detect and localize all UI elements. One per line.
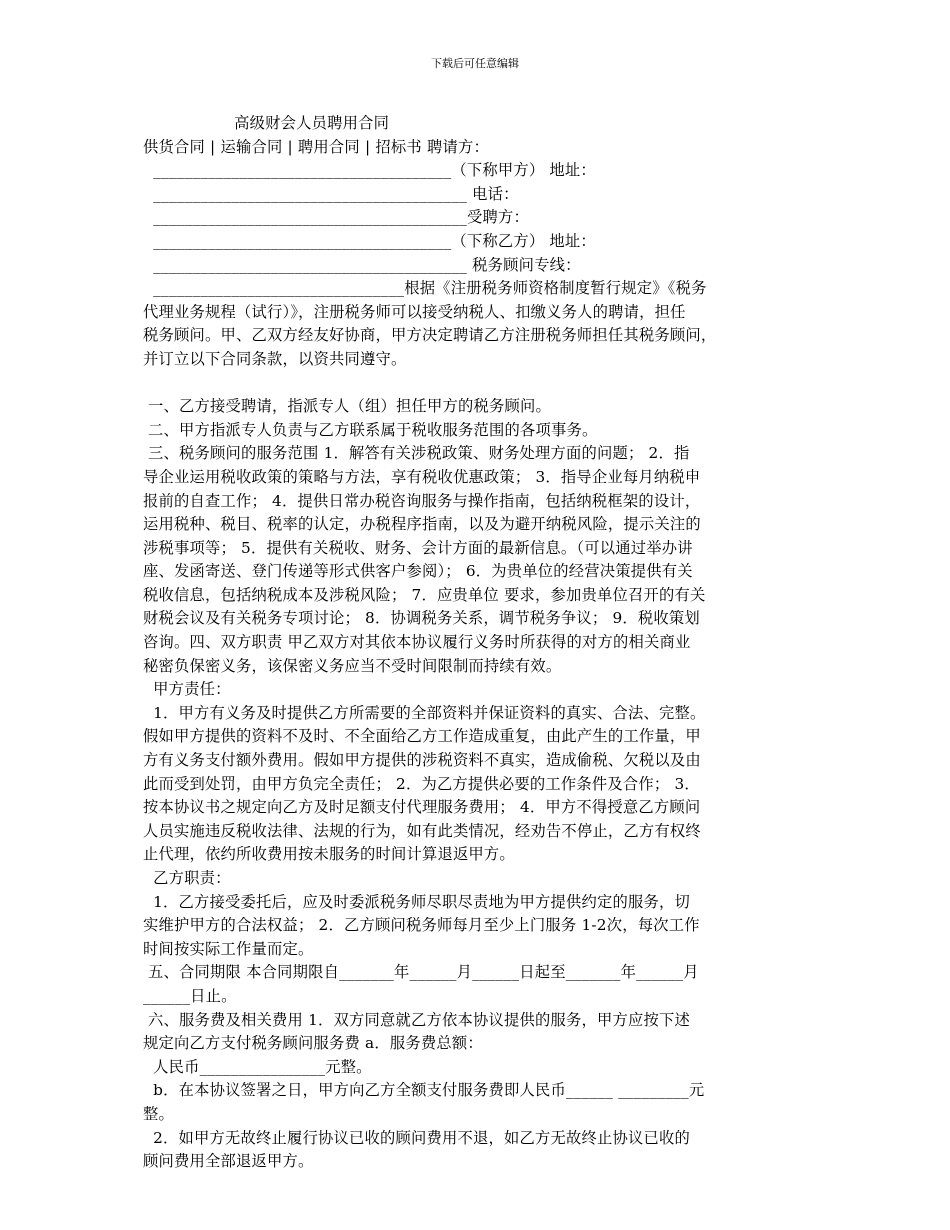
- text-line: 人员实施违反税收法律、法规的行为，如有此类情况，经劝告不停止，乙方有权终: [143, 821, 701, 840]
- text-line: 止代理，依约所收费用按未服务的时间计算退返甲方。: [143, 845, 515, 864]
- text-line: 二、甲方指派专人负责与乙方联系属于税收服务范围的各项事务。: [143, 420, 598, 439]
- text-line: 甲方责任：: [143, 680, 231, 699]
- text-line: 秘密负保密义务，该保密义务应当不受时间限制而持续有效。: [143, 656, 562, 675]
- text-line: ______日止。: [143, 986, 237, 1005]
- text-line: 税收信息，包括纳税成本及涉税风险； 7．应贵单位 要求，参加贵单位召开的有关: [143, 585, 706, 604]
- text-line: 整。: [143, 1104, 174, 1123]
- text-line: 方有义务支付额外费用。假如甲方提供的涉税资料不真实，造成偷税、欠税以及由: [143, 751, 701, 770]
- text-line: 三、税务顾问的服务范围 1．解答有关涉税政策、财务处理方面的问题； 2．指: [143, 444, 690, 463]
- document-title: 高级财会人员聘用合同: [143, 114, 390, 132]
- text-line: 人民币________________元整。: [143, 1057, 372, 1076]
- text-line: 六、服务费及相关费用 1．双方同意就乙方依本协议提供的服务，甲方应按下述: [143, 1010, 690, 1029]
- text-line: 1．乙方接受委托后，应及时委派税务师尽职尽责地为甲方提供约定的服务，切: [143, 892, 690, 911]
- text-line: 顾问费用全部退返甲方。: [143, 1152, 314, 1171]
- text-line: 乙方职责：: [143, 869, 231, 887]
- blank-line: [143, 372, 823, 396]
- contract-body: [143, 112, 823, 1174]
- text-line: 并订立以下合同条款，以资共同遵守。: [143, 349, 407, 368]
- text-line: 报前的自查工作； 4．提供日常办税咨询服务与操作指南，包括纳税框架的设计，: [143, 491, 701, 510]
- text-line: 2．如甲方无故终止履行协议已收的顾问费用不退，如乙方无故终止协议已收的: [143, 1128, 690, 1147]
- text-line: ________________________________根据《注册税务师资格制度暂行规定》《税务: [143, 279, 707, 298]
- text-line: 座、发函寄送、登门传递等形式供客户参阅）； 6．为贵单位的经营决策提供有关: [143, 562, 693, 581]
- page-header-note: 下载后可任意编辑: [431, 57, 519, 70]
- text-line: ________________________________________ 税务顾问专线：: [143, 255, 581, 274]
- text-line: 财税会议及有关税务专项讨论； 8．协调税务关系，调节税务争议； 9．税收策划: [143, 609, 700, 628]
- text-line: 代理业务规程（试行）》，注册税务师可以接受纳税人、扣缴义务人的聘请，担任: [143, 302, 686, 321]
- text-line: 导企业运用税收政策的策略与方法，享有税收优惠政策； 3．指导企业每月纳税申: [143, 467, 701, 486]
- text-line: 涉税事项等； 5．提供有关税收、财务、会计方面的最新信息。（可以通过举办讲: [143, 538, 693, 557]
- text-line: 运用税种、税目、税率的认定，办税程序指南，以及为避开纳税风险，提示关注的: [143, 515, 701, 534]
- text-line: ______________________________________（下称甲方） 地址：: [143, 161, 596, 180]
- text-line: ________________________________________ 电话：: [143, 184, 519, 203]
- text-line: 税务顾问。甲、乙双方经友好协商，甲方决定聘请乙方注册税务师担任其税务顾问，: [143, 326, 717, 345]
- text-line: 咨询。四、双方职责 甲乙双方对其依本协议履行义务时所获得的对方的相关商业: [143, 633, 691, 652]
- text-line: 按本协议书之规定向乙方及时足额支付代理服务费用； 4．甲方不得授意乙方顾问: [143, 798, 701, 817]
- text-line: 此而受到处罚，由甲方负完全责任； 2．为乙方提供必要的工作条件及合作； 3．: [143, 774, 700, 793]
- text-line: 实维护甲方的合法权益； 2．乙方顾问税务师每月至少上门服务 1-2次，每次工作: [143, 916, 700, 935]
- text-line: 假如甲方提供的资料不及时、不全面给乙方工作造成重复，由此产生的工作量，甲: [143, 727, 701, 746]
- text-line: 五、合同期限 本合同期限自_______年______月______日起至_______年______月: [143, 963, 699, 982]
- text-line: 规定向乙方支付税务顾问服务费 a．服务费总额：: [143, 1034, 483, 1053]
- text-line: ________________________________________受聘方：: [143, 208, 530, 227]
- text-line: ______________________________________（下称乙方） 地址：: [143, 231, 596, 250]
- text-line: 供货合同 | 运输合同 | 聘用合同 | 招标书 聘请方：: [143, 137, 489, 156]
- text-line: 时间按实际工作量而定。: [143, 939, 314, 958]
- text-line: b．在本协议签署之日，甲方向乙方全额支付服务费即人民币______ _________元: [143, 1081, 705, 1100]
- text-line: 一、乙方接受聘请，指派专人（组）担任甲方的税务顾问。: [143, 397, 551, 416]
- text-line: 1．甲方有义务及时提供乙方所需要的全部资料并保证资料的真实、合法、完整。: [143, 703, 706, 722]
